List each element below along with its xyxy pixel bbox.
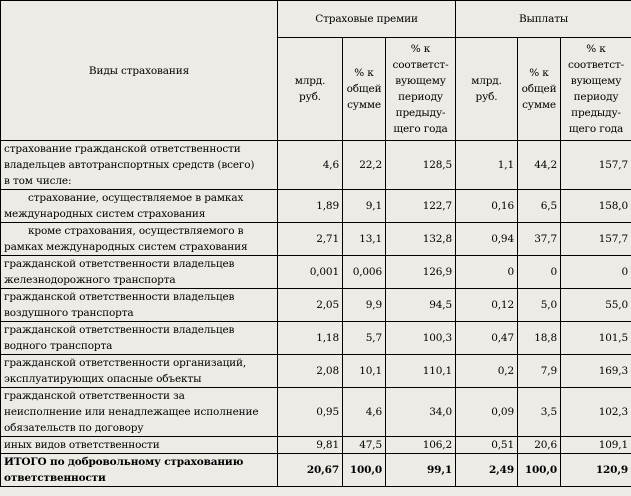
cell-payments-share: 3,5 [518, 388, 561, 437]
cell-premiums-bln: 0,95 [278, 388, 343, 437]
cell-premiums-bln: 1,18 [278, 322, 343, 355]
cell-premiums-bln: 0,001 [278, 256, 343, 289]
cell-premiums-share: 10,1 [343, 355, 386, 388]
cell-payments-share: 0 [518, 256, 561, 289]
table-row [1, 322, 631, 355]
cell-payments-share: 5,0 [518, 289, 561, 322]
cell-payments-share: 6,5 [518, 190, 561, 223]
total-premiums-share: 100,0 [343, 454, 386, 487]
cell-premiums-prev: 132,8 [386, 223, 456, 256]
cell-premiums-prev: 106,2 [386, 437, 456, 454]
cell-premiums-share: 4,6 [343, 388, 386, 437]
cell-premiums-share: 0,006 [343, 256, 386, 289]
cell-payments-bln: 0,51 [456, 437, 518, 454]
cell-payments-prev: 158,0 [561, 190, 631, 223]
cell-premiums-prev: 128,5 [386, 141, 456, 190]
table-row [1, 437, 631, 454]
table-row [1, 355, 631, 388]
header-premiums-share: % к общей сумме [343, 38, 386, 141]
cell-payments-share: 37,7 [518, 223, 561, 256]
header-premiums-prev: % к соответст- вующему периоду предыду- щего года [386, 38, 456, 141]
table-row [1, 141, 631, 190]
cell-payments-share: 7,9 [518, 355, 561, 388]
row-label: гражданской ответственности за неисполнение или ненадлежащее исполнение обязательств по договору [1, 388, 278, 437]
header-payments: Выплаты [456, 1, 631, 38]
cell-premiums-bln: 1,89 [278, 190, 343, 223]
cell-payments-prev: 55,0 [561, 289, 631, 322]
cell-premiums-prev: 34,0 [386, 388, 456, 437]
cell-premiums-share: 13,1 [343, 223, 386, 256]
cell-payments-prev: 102,3 [561, 388, 631, 437]
cell-payments-prev: 157,7 [561, 223, 631, 256]
cell-premiums-bln: 2,05 [278, 289, 343, 322]
row-label: гражданской ответственности владельцев воздушного транспорта [1, 289, 278, 322]
header-premiums: Страховые премии [278, 1, 456, 38]
total-row [1, 454, 631, 487]
row-label: гражданской ответственности владельцев железнодорожного транспорта [1, 256, 278, 289]
cell-payments-bln: 0,2 [456, 355, 518, 388]
cell-payments-prev: 109,1 [561, 437, 631, 454]
cell-payments-share: 44,2 [518, 141, 561, 190]
total-payments-prev: 120,9 [561, 454, 631, 487]
cell-premiums-prev: 122,7 [386, 190, 456, 223]
total-premiums-prev: 99,1 [386, 454, 456, 487]
row-label: кроме страхования, осуществляемого в рамках международных систем страхования [1, 223, 278, 256]
cell-premiums-prev: 94,5 [386, 289, 456, 322]
header-payments-share: % к общей сумме [518, 38, 561, 141]
row-label: страхование, осуществляемое в рамках международных систем страхования [1, 190, 278, 223]
cell-payments-bln: 0,09 [456, 388, 518, 437]
cell-premiums-share: 9,1 [343, 190, 386, 223]
row-label: гражданской ответственности организаций, эксплуатирующих опасные объекты [1, 355, 278, 388]
cell-premiums-bln: 4,6 [278, 141, 343, 190]
table-row [1, 289, 631, 322]
table-row [1, 256, 631, 289]
cell-payments-bln: 0,47 [456, 322, 518, 355]
cell-premiums-prev: 100,3 [386, 322, 456, 355]
row-label: страхование гражданской ответственности владельцев автотранспортных средств (всего) в том числе: [1, 141, 278, 190]
cell-premiums-share: 47,5 [343, 437, 386, 454]
table-row [1, 190, 631, 223]
cell-premiums-share: 9,9 [343, 289, 386, 322]
cell-premiums-bln: 2,08 [278, 355, 343, 388]
cell-payments-prev: 0 [561, 256, 631, 289]
total-premiums-bln: 20,67 [278, 454, 343, 487]
cell-payments-share: 18,8 [518, 322, 561, 355]
cell-payments-prev: 169,3 [561, 355, 631, 388]
header-row-groups [1, 1, 631, 38]
total-label: ИТОГО по добровольному страхованию ответственности [1, 454, 278, 487]
total-payments-bln: 2,49 [456, 454, 518, 487]
cell-premiums-share: 22,2 [343, 141, 386, 190]
header-premiums-bln: млрд. руб. [278, 38, 343, 141]
cell-premiums-bln: 9,81 [278, 437, 343, 454]
total-payments-share: 100,0 [518, 454, 561, 487]
header-payments-bln: млрд. руб. [456, 38, 518, 141]
cell-payments-bln: 0,16 [456, 190, 518, 223]
cell-premiums-bln: 2,71 [278, 223, 343, 256]
table-row [1, 388, 631, 437]
header-payments-prev: % к соответст- вующему периоду предыду- щего года [561, 38, 631, 141]
cell-payments-bln: 0,12 [456, 289, 518, 322]
table-row [1, 223, 631, 256]
cell-payments-bln: 0 [456, 256, 518, 289]
cell-premiums-prev: 110,1 [386, 355, 456, 388]
cell-premiums-prev: 126,9 [386, 256, 456, 289]
header-kind: Виды страхования [1, 1, 278, 141]
cell-payments-bln: 0,94 [456, 223, 518, 256]
cell-payments-prev: 157,7 [561, 141, 631, 190]
cell-payments-share: 20,6 [518, 437, 561, 454]
row-label: иных видов ответственности [1, 437, 278, 454]
cell-premiums-share: 5,7 [343, 322, 386, 355]
cell-payments-bln: 1,1 [456, 141, 518, 190]
cell-payments-prev: 101,5 [561, 322, 631, 355]
row-label: гражданской ответственности владельцев водного транспорта [1, 322, 278, 355]
